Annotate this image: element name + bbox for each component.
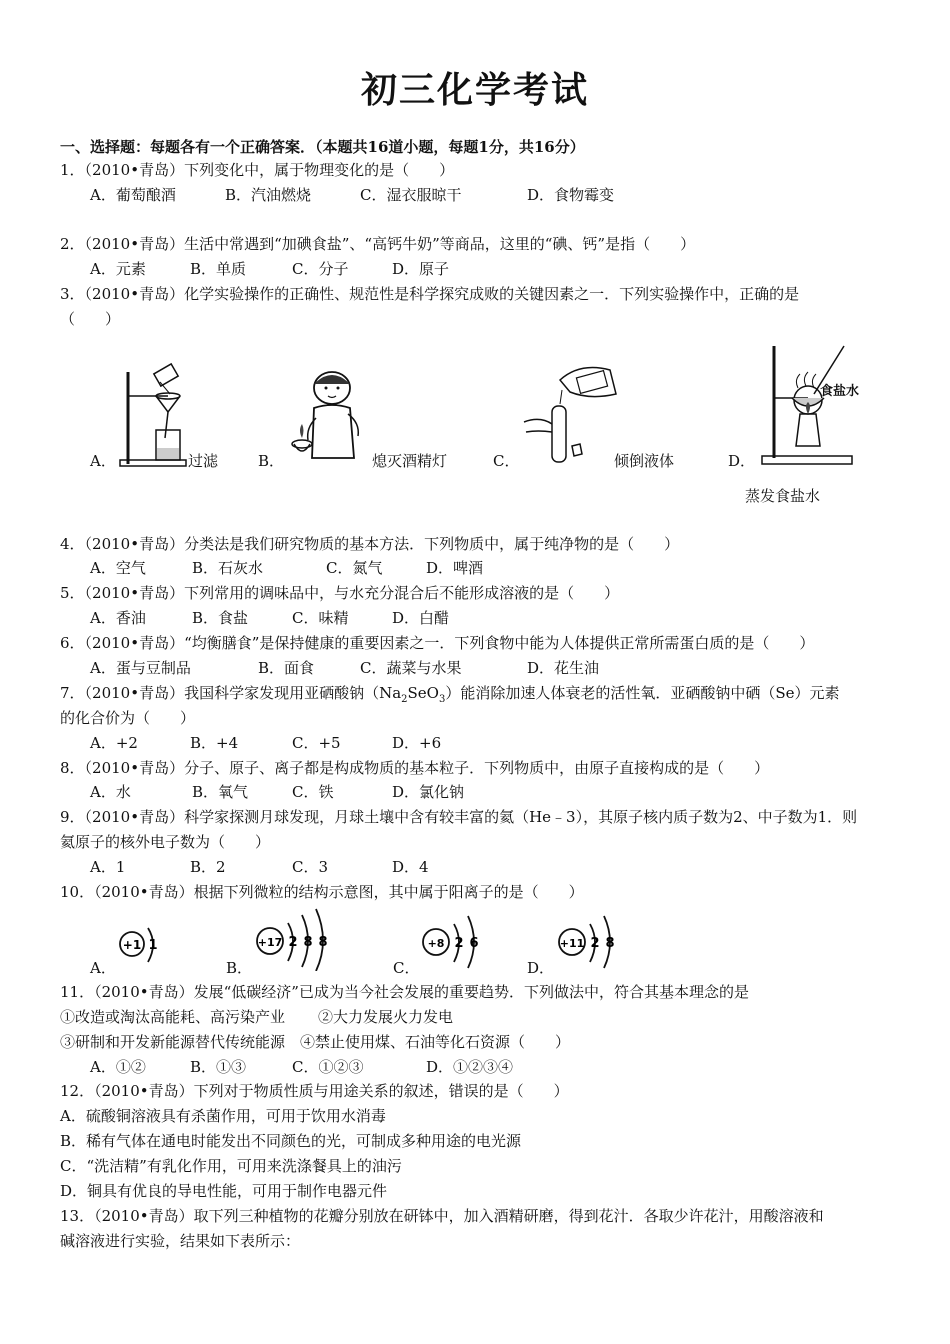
q12-option-c: C．“洗洁精”有乳化作用，可用来洗涤餐具上的油污	[60, 1157, 402, 1175]
q4-stem: 4．（2010•青岛）分类法是我们研究物质的基本方法．下列物质中，属于纯净物的是（ ）	[60, 535, 680, 553]
q11-option-a: A．①②	[90, 1058, 146, 1076]
q2-option-d: D．原子	[392, 260, 450, 278]
shell-c-2: 6	[469, 936, 479, 951]
q8-stem: 8．（2010•青岛）分子、原子、离子都是构成物质的基本粒子．下列物质中，由原子直接构成的是（ ）	[60, 759, 770, 777]
atom-diagram-b	[254, 905, 340, 971]
q8-option-c: C．铁	[292, 783, 334, 801]
q2-option-b: B．单质	[190, 260, 247, 278]
q3-stem: 3．（2010•青岛）化学实验操作的正确性、规范性是科学探究成败的关键因素之一．下列实验操作中，正确的是	[60, 285, 800, 303]
q1-stem: 1．（2010•青岛）下列变化中，属于物理变化的是（ ）	[60, 161, 455, 179]
q2-option-c: C．分子	[292, 260, 349, 278]
q3-caption-d: 蒸发食盐水	[745, 487, 821, 505]
q9-option-c: C．3	[292, 858, 329, 876]
q3-letter-d: D．	[728, 452, 756, 470]
q8-option-d: D．氯化钠	[392, 783, 465, 801]
q7-option-c: C．+5	[292, 734, 341, 752]
nucleus-c: +8	[427, 937, 445, 950]
q3-caption-a: 过滤	[188, 452, 219, 470]
section-heading: 一、选择题：每题各有一个正确答案．（本题共16道小题，每题1分，共16分）	[60, 138, 585, 156]
q8-option-b: B．氧气	[192, 783, 249, 801]
q6-option-b: B．面食	[258, 659, 315, 677]
q3-caption-c: 倾倒液体	[614, 452, 675, 470]
q2-stem: 2．（2010•青岛）生活中常遇到“加碘食盐”、“高钙牛奶”等商品，这里的“碘、钙”是指（ ）	[60, 235, 696, 253]
q11-option-c: C．①②③	[292, 1058, 364, 1076]
q6-stem: 6．（2010•青岛）“均衡膳食”是保持健康的重要因素之一．下列食物中能为人体提供正常所需蛋白质的是（ ）	[60, 634, 815, 652]
q13-stem-cont: 碱溶液进行实验，结果如下表所示：	[60, 1232, 301, 1250]
q2-option-a: A．元素	[90, 260, 146, 278]
q11-option-b: B．①③	[190, 1058, 247, 1076]
q12-option-a: A．硫酸铜溶液具有杀菌作用，可用于饮用水消毒	[60, 1107, 386, 1125]
q4-option-d: D．啤酒	[426, 559, 484, 577]
q3-figure-label: 食盐水	[820, 384, 860, 399]
q5-option-d: D．白醋	[392, 609, 450, 627]
q7-stem: 7．（2010•青岛）我国科学家发现用亚硒酸钠$(Na_2SeO_3)$能消除加速人体衰老的活性氧．亚硒酸钠中硒（Se）元素	[60, 684, 840, 705]
q7-option-d: D．+6	[392, 734, 442, 752]
q13-stem: 13．（2010•青岛）取下列三种植物的花瓣分别放在研钵中，加入酒精研磨，得到花汁．各取少许花汁，用酸溶液和	[60, 1207, 824, 1225]
shell-d-1: 2	[590, 936, 600, 951]
q7-option-a: A．+2	[90, 734, 138, 752]
q9-option-a: A．1	[90, 858, 126, 876]
q11-items-3-4: ③研制和开发新能源替代传统能源 ④禁止使用煤、石油等化石资源（ ）	[60, 1033, 571, 1051]
nucleus-b: +17	[257, 936, 283, 949]
q10-letter-d: D．	[527, 959, 555, 977]
q5-stem: 5．（2010•青岛）下列常用的调味品中，与水充分混合后不能形成溶液的是（ ）	[60, 584, 620, 602]
q5-option-a: A．香油	[90, 609, 146, 627]
shell-b-2: 8	[303, 935, 313, 950]
q3-letter-a: A．	[90, 452, 116, 470]
q7-stem-cont: 的化合价为（ ）	[60, 709, 196, 727]
q5-option-b: B．食盐	[192, 609, 249, 627]
q9-stem: 9．（2010•青岛）科学家探测月球发现，月球土壤中含有较丰富的氦（He﹣3），其原子核内质子数为2、中子数为1．则	[60, 808, 858, 826]
q6-option-a: A．蛋与豆制品	[90, 659, 191, 677]
q3-letter-b: B．	[258, 452, 285, 470]
q3-caption-b: 熄灭酒精灯	[372, 452, 448, 470]
q6-option-c: C．蔬菜与水果	[360, 659, 462, 677]
q5-option-c: C．味精	[292, 609, 349, 627]
q7-option-b: B．+4	[190, 734, 239, 752]
q11-item-2: ②大力发展火力发电	[318, 1008, 454, 1026]
q6-option-d: D．花生油	[527, 659, 600, 677]
q9-stem-cont: 氦原子的核外电子数为（ ）	[60, 833, 271, 851]
q10-letter-b: B．	[226, 959, 253, 977]
filtration-figure	[118, 360, 188, 470]
shell-a-1: 1	[148, 938, 158, 953]
atom-diagram-a	[116, 922, 166, 972]
q11-option-d: D．①②③④	[426, 1058, 514, 1076]
q1-option-a: A．葡萄酿酒	[90, 186, 176, 204]
q1-option-d: D．食物霉变	[527, 186, 615, 204]
q11-stem: 11．（2010•青岛）发展“低碳经济”已成为当今社会发展的重要趋势．下列做法中，符合其基本理念的是	[60, 983, 749, 1001]
nucleus-d: +11	[559, 937, 585, 950]
q12-option-d: D．铜具有优良的导电性能，可用于制作电器元件	[60, 1182, 388, 1200]
q4-option-c: C．氮气	[326, 559, 383, 577]
shell-d-2: 8	[605, 936, 615, 951]
atom-diagram-d	[556, 912, 624, 972]
nucleus-a: +1	[122, 938, 142, 952]
q1-option-b: B．汽油燃烧	[225, 186, 312, 204]
exam-title: 初三化学考试	[360, 70, 589, 111]
pour-liquid-figure	[520, 360, 620, 470]
q8-option-a: A．水	[90, 783, 131, 801]
evaporation-figure	[756, 342, 866, 470]
q4-option-a: A．空气	[90, 559, 146, 577]
q9-option-b: B．2	[190, 858, 226, 876]
q3-stem-cont: （ ）	[60, 310, 121, 328]
q10-letter-c: C．	[393, 959, 420, 977]
q11-item-1: ①改造或淘汰高能耗、高污染产业	[60, 1008, 286, 1026]
atom-diagram-c	[420, 912, 488, 972]
q12-stem: 12．（2010•青岛）下列对于物质性质与用途关系的叙述，错误的是（ ）	[60, 1082, 569, 1100]
q1-option-c: C．湿衣服晾干	[360, 186, 462, 204]
shell-b-3: 8	[318, 935, 328, 950]
q4-option-b: B．石灰水	[192, 559, 264, 577]
q12-option-b: B．稀有气体在通电时能发出不同颜色的光，可制成多种用途的电光源	[60, 1132, 522, 1150]
extinguish-lamp-figure	[288, 368, 368, 468]
q10-stem: 10．（2010•青岛）根据下列微粒的结构示意图，其中属于阳离子的是（ ）	[60, 883, 584, 901]
shell-c-1: 2	[454, 936, 464, 951]
q3-letter-c: C．	[493, 452, 520, 470]
shell-b-1: 2	[288, 935, 298, 950]
q9-option-d: D．4	[392, 858, 429, 876]
q10-letter-a: A．	[90, 959, 116, 977]
